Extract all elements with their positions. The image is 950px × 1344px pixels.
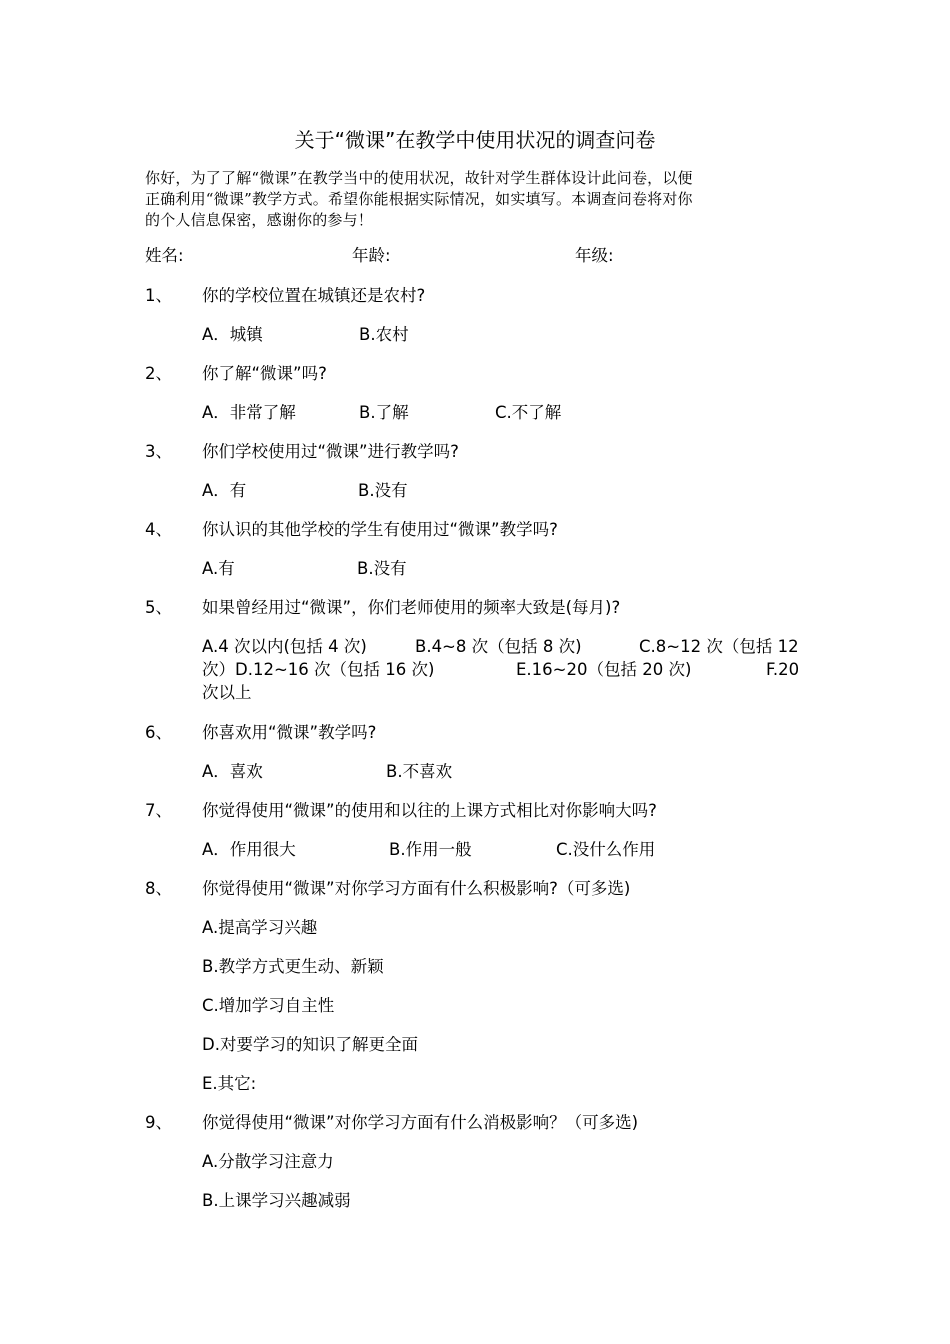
grade-field-label: 年级: [575,246,614,265]
intro-paragraph [145,168,805,231]
option-b: B.了解 [359,403,409,422]
option-d: D.对要学习的知识了解更全面 [202,1035,418,1054]
question-text: 你喜欢用“微课”教学吗? [202,723,377,742]
option-c-d-wrap: 次）D.12~16 次（包括 16 次) [202,660,435,679]
question-text: 你觉得使用“微课”对你学习方面有什么积极影响?（可多选) [202,879,631,898]
option-a: A．非常了解 [202,403,296,422]
question-number: 8、 [145,879,172,898]
option-c: C.没什么作用 [556,840,656,859]
option-a: A.提高学习兴趣 [202,918,318,937]
option-b: B.没有 [357,559,407,578]
option-f: F.20 [766,660,800,679]
question-text: 你的学校位置在城镇还是农村? [202,286,426,305]
option-b: B.不喜欢 [386,762,453,781]
document-title: 关于“微课”在教学中使用状况的调查问卷 [294,128,656,152]
option-b: B.作用一般 [389,840,472,859]
question-number: 4、 [145,520,172,539]
question-text: 你们学校使用过“微课”进行教学吗? [202,442,459,461]
question-number: 2、 [145,364,172,383]
option-a: A.分散学习注意力 [202,1152,334,1171]
question-number: 3、 [145,442,172,461]
option-a: A．城镇 [202,325,263,344]
option-b: B.上课学习兴趣减弱 [202,1191,351,1210]
option-b: B.教学方式更生动、新颖 [202,957,384,976]
option-c: C.不了解 [495,403,562,422]
option-c: C.8~12 次（包括 12 [639,637,799,656]
question-number: 1、 [145,286,172,305]
option-b: B.农村 [359,325,409,344]
option-a: A.有 [202,559,235,578]
name-field-label: 姓名: [145,246,184,265]
option-f-wrap: 次以上 [202,683,252,702]
question-text: 你了解“微课”吗? [202,364,327,383]
option-a: A．作用很大 [202,840,296,859]
option-b: B.4~8 次（包括 8 次) [415,637,582,656]
intro-line: 的个人信息保密，感谢你的参与！ [145,211,374,229]
question-text: 如果曾经用过“微课”，你们老师使用的频率大致是(每月)? [202,598,621,617]
age-field-label: 年龄: [352,246,391,265]
option-a: A.4 次以内(包括 4 次) [202,637,367,656]
option-e: E.其它: [202,1074,257,1093]
option-a: A．喜欢 [202,762,263,781]
question-number: 7、 [145,801,172,820]
question-number: 9、 [145,1113,172,1132]
intro-line: 你好，为了了解“微课”在教学当中的使用状况，故针对学生群体设计此问卷，以便 [145,169,693,187]
question-text: 你认识的其他学校的学生有使用过“微课”教学吗? [202,520,558,539]
option-c: C.增加学习自主性 [202,996,335,1015]
intro-line: 正确利用“微课”教学方式。希望你能根据实际情况，如实填写。本调查问卷将对你 [145,190,693,208]
option-a: A．有 [202,481,247,500]
option-e: E.16~20（包括 20 次) [516,660,692,679]
question-number: 6、 [145,723,172,742]
question-text: 你觉得使用“微课”对你学习方面有什么消极影响？（可多选) [202,1113,639,1132]
question-number: 5、 [145,598,172,617]
option-b: B.没有 [358,481,408,500]
question-text: 你觉得使用“微课”的使用和以往的上课方式相比对你影响大吗? [202,801,657,820]
